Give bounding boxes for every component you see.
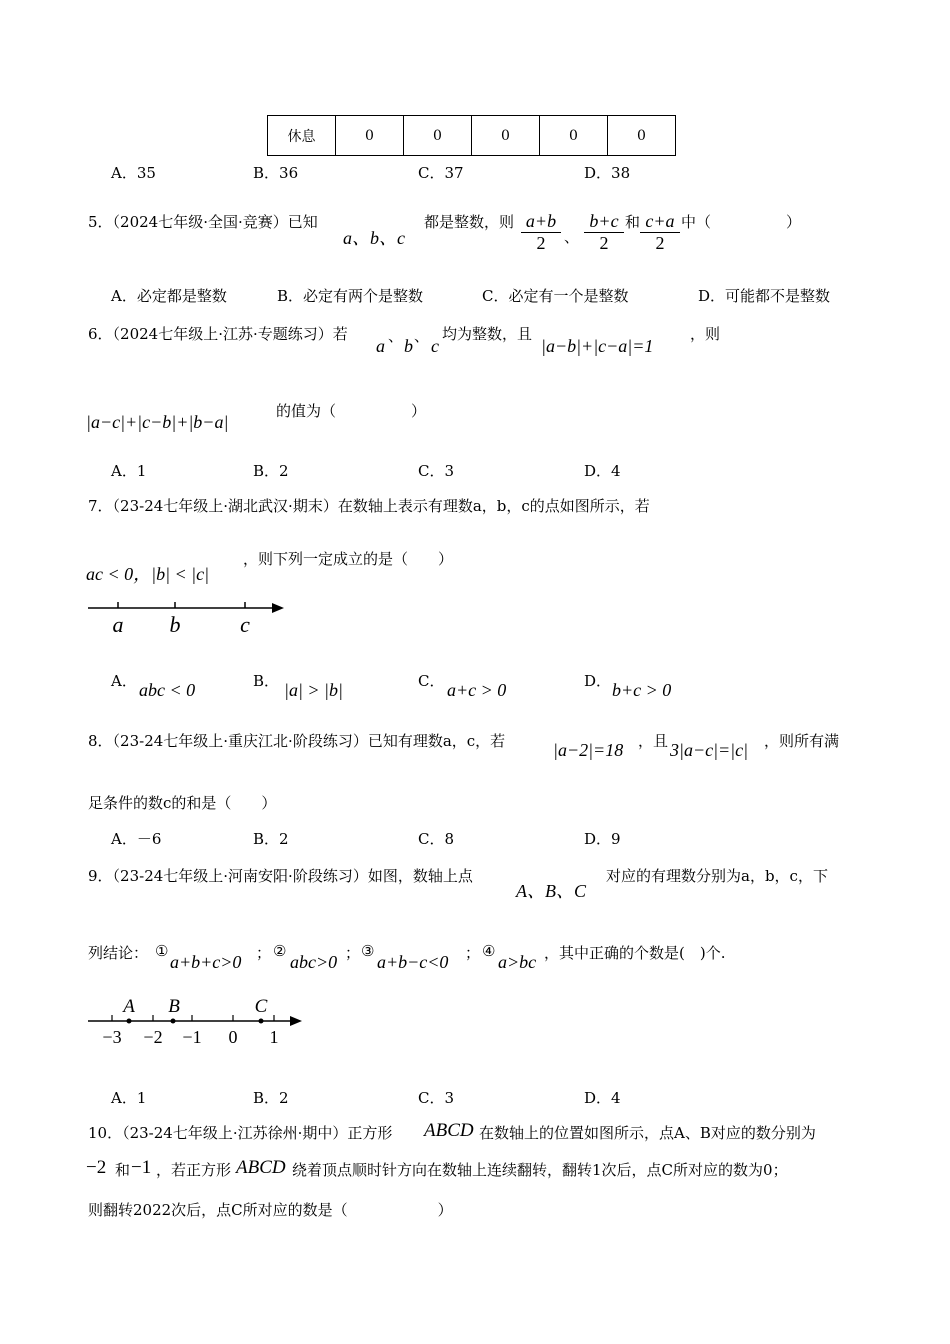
q5-and: 和 <box>625 213 641 231</box>
q10-shape-1: ABCD <box>424 1120 474 1141</box>
q5-option-b: B．必定有两个是整数 <box>277 287 424 305</box>
q10-line-1-a: 10．（23-24七年级上·江苏徐州·期中）正方形 <box>88 1124 393 1142</box>
q9-mark-2: ② <box>273 942 287 960</box>
q9-option-c: C．3 <box>418 1089 455 1107</box>
q9-option-d: D．4 <box>584 1089 621 1107</box>
q9-tick-label: 1 <box>269 1027 279 1047</box>
q9-line-2-tail: ，其中正确的个数是( )个. <box>544 944 726 962</box>
q10-line-2-b: 绕着顶点顺时针方向在数轴上连续翻转，翻转1次后，点C所对应的数为0； <box>292 1161 788 1179</box>
q7-axis-label-c: c <box>240 612 250 637</box>
q6-var-c: c <box>431 336 439 356</box>
q9-tick-label: 0 <box>228 1027 238 1047</box>
q6-option-a: A．1 <box>111 462 147 480</box>
q4-option-a: A．35 <box>111 164 156 182</box>
table-cell: 0 <box>472 116 540 156</box>
q6-sep-2: 、 <box>414 327 430 345</box>
q9-option-a: A．1 <box>111 1089 147 1107</box>
q7-option-d-label: D． <box>584 672 612 690</box>
q8-option-d: D．9 <box>584 830 621 848</box>
q10-value-1: −2 <box>86 1157 107 1178</box>
q7-axis-label-a: a <box>112 612 124 637</box>
q9-point-c: C <box>254 996 268 1017</box>
q6-expression: |a−c|+|c−b|+|b−a| <box>86 412 229 432</box>
q9-mark-3: ③ <box>361 942 375 960</box>
q6-condition: |a−b|+|c−a|=1 <box>541 336 654 356</box>
q7-option-a-expr: abc < 0 <box>139 680 196 700</box>
q6-mid: 均为整数，且 <box>442 325 533 343</box>
q8-condition-2: 3|a−c|=|c| <box>670 740 749 760</box>
q10-and: 和 <box>115 1161 131 1179</box>
q8-option-b: B．2 <box>253 830 289 848</box>
q7-number-line <box>84 590 294 640</box>
q8-option-c: C．8 <box>418 830 455 848</box>
table-cell: 0 <box>540 116 608 156</box>
q5-fraction-2: $\frac{b+c}{2}$ <box>584 211 624 254</box>
q5-sep: 、 <box>564 228 580 246</box>
q6-option-d: D．4 <box>584 462 621 480</box>
q9-conclusion-3: a+b−c<0 <box>377 952 449 972</box>
q9-tick-label: −3 <box>102 1027 122 1047</box>
q8-stem: 8．（23-24七年级上·重庆江北·阶段练习）已知有理数a，c，若 <box>88 732 506 750</box>
q6-var-a: a <box>376 336 385 356</box>
q9-point-a: A <box>123 996 135 1017</box>
q8-tail: ，则所有满 <box>764 732 840 750</box>
q5-fraction-1: $\frac{a+b}{2}$ <box>521 211 561 254</box>
q5-option-d: D．可能都不是整数 <box>698 287 831 305</box>
q10-line-3: 则翻转2022次后，点C所对应的数是（ ） <box>88 1201 453 1219</box>
q9-point-b: B <box>168 996 180 1017</box>
q10-shape-2: ABCD <box>236 1157 286 1178</box>
q6-tail: 的值为（ ） <box>276 402 427 420</box>
q7-option-b-label: B． <box>253 672 280 690</box>
q7-option-d-expr: b+c > 0 <box>612 680 672 700</box>
q6-option-c: C．3 <box>418 462 455 480</box>
q9-sep-1: ； <box>256 944 272 962</box>
q6-stem: 6．（2024七年级上·江苏·专题练习）若 <box>88 325 348 343</box>
q9-sep-2: ； <box>345 944 361 962</box>
q9-conclusion-1: a+b+c>0 <box>170 952 242 972</box>
q9-tick-label: −2 <box>143 1027 163 1047</box>
table-cell: 休息 <box>268 116 336 156</box>
q8-option-a: A．－6 <box>111 830 162 848</box>
q5-option-a: A．必定都是整数 <box>111 287 227 305</box>
q9-sep-3: ； <box>465 944 481 962</box>
table-cell: 0 <box>608 116 676 156</box>
q6-var-b: b <box>404 336 413 356</box>
q9-number-line <box>84 992 314 1050</box>
q8-condition-1: |a−2|=18 <box>553 740 624 760</box>
q7-option-a-label: A． <box>111 672 137 690</box>
q7-option-b-expr: |a| > |b| <box>284 680 343 700</box>
q5-option-c: C．必定有一个是整数 <box>482 287 629 305</box>
q6-option-b: B．2 <box>253 462 289 480</box>
q9-tick-label: −1 <box>182 1027 202 1047</box>
q4-option-b: B．36 <box>253 164 299 182</box>
q9-mark-4: ④ <box>482 942 496 960</box>
q7-condition: ac < 0，|b| < |c| <box>86 564 210 584</box>
table-cell: 0 <box>404 116 472 156</box>
q7-axis-label-b: b <box>169 612 181 637</box>
q10-line-2-a: ，若正方形 <box>156 1161 232 1179</box>
q9-stem: 9．（23-24七年级上·河南安阳·阶段练习）如图，数轴上点 <box>88 867 473 885</box>
q6-suffix: ，则 <box>690 325 721 343</box>
q9-line-2-prefix: 列结论： <box>88 944 149 962</box>
q8-line-2: 足条件的数c的和是（ ） <box>88 794 277 812</box>
q5-fraction-3: $\frac{c+a}{2}$ <box>640 211 680 254</box>
q7-option-c-label: C． <box>418 672 445 690</box>
q6-sep-1: 、 <box>388 327 404 345</box>
q9-mark-1: ① <box>155 942 169 960</box>
q9-conclusion-4: a>bc <box>498 952 537 972</box>
q10-line-1-b: 在数轴上的位置如图所示，点A、B对应的数分别为 <box>479 1124 816 1142</box>
q9-option-b: B．2 <box>253 1089 289 1107</box>
q9-tail: 对应的有理数分别为a，b，c，下 <box>606 867 828 885</box>
q5-suffix: 中（ ） <box>681 213 802 231</box>
q9-conclusion-2: abc>0 <box>290 952 338 972</box>
q4-option-d: D．38 <box>584 164 631 182</box>
q5-vars: a、b、c <box>343 228 405 248</box>
q7-tail: ，则下列一定成立的是（ ） <box>243 550 454 568</box>
table-cell: 0 <box>336 116 404 156</box>
q7-option-c-expr: a+c > 0 <box>447 680 507 700</box>
q9-points: A、B、C <box>516 881 586 901</box>
rest-table <box>267 115 676 156</box>
q7-stem: 7．（23-24七年级上·湖北武汉·期末）在数轴上表示有理数a，b，c的点如图所示，若 <box>88 497 650 515</box>
q8-mid: ，且 <box>638 732 669 750</box>
q10-value-2: −1 <box>131 1157 152 1178</box>
q4-option-c: C．37 <box>418 164 464 182</box>
q5-stem: 5．（2024七年级·全国·竞赛）已知 <box>88 213 318 231</box>
q5-mid: 都是整数，则 <box>424 213 515 231</box>
